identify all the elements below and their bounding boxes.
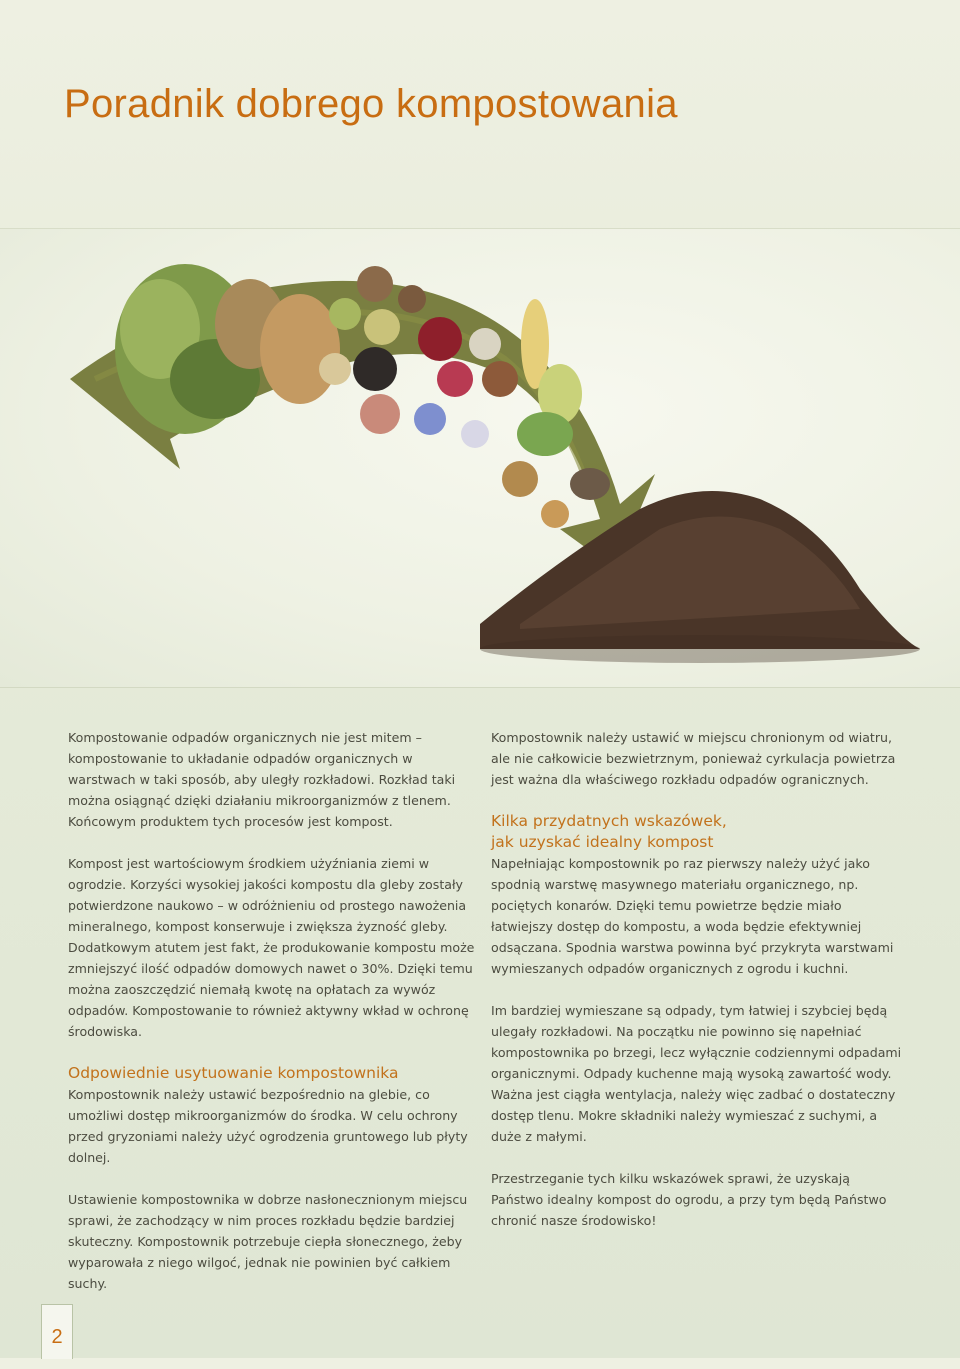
wind-paragraph: Kompostownik należy ustawić w miejscu chronionym od wiatru, ale nie całkowicie bezwietrznym, ponieważ cyrkulacja powietrza jest ważna dla właściwego rozkładu odpadów ogranicznych. [491,730,896,787]
compost-arrow-illustration [0,229,960,687]
compost-value-paragraph: Kompost jest wartościowym środkiem użyźniania ziemi w ogrodzie. Korzyści wysokiej jakości kompostu dla gleby zostały potwierdzone naukowo – w odróżnieniu od prostego nawożenia mineralnego, kompost konserwuje i zwiększa żyzność gleby. Dodatkowym atutem jest fakt, że produkowanie kompostu może zmniejszyć ilość odpadów domowych nawet o 30%. Dzięki temu można zaoszczędzić niemałą kwotę na opłatach za wywóz odpadów. Kompostowanie to również aktywny wkład w ochronę środowiska. [68,856,475,1039]
right-column [491,727,903,1231]
hero-illustration [0,228,960,688]
placement-paragraph: Kompostownik należy ustawić bezpośrednio na glebie, co umożliwi dostęp mikroorganizmów do środka. W celu ochrony przed gryzoniami należy użyć ogrodzenia gruntowego lub płyty dolnej. [68,1087,468,1165]
tips-heading-line2: jak uzyskać idealny kompost [491,833,714,851]
closing-paragraph: Przestrzeganie tych kilku wskazówek sprawi, że uzyskają Państwo idealny kompost do ogrodu, a przy tym będą Państwo chronić nasze środowisko! [491,1171,887,1228]
mixing-tip: Im bardziej wymieszane są odpady, tym łatwiej i szybciej będą ulegały rozkładowi. Na początku nie powinno się napełniać kompostownika po brzegi, lecz wyłącznie codziennymi odpadami organicznymi. Odpady kuchenne mają wysoką zawartość wody. Ważna jest ciągła wentylacja, należy więc zadbać o dostateczny dostęp tlenu. Mokre składniki należy wymieszać z suchymi, a duże z małymi. [491,1003,902,1144]
placement-heading: Odpowiednie usytuowanie kompostownika [68,1064,399,1082]
intro-paragraph: Kompostowanie odpadów organicznych nie jest mitem – kompostowanie to układanie odpadów organicznych w warstwach w taki sposób, aby uległy rozkładowi. Rozkład taki można osiągnąć dzięki działaniu mikroorganizmów z tlenem. Końcowym produktem tych procesów jest kompost. [68,730,456,829]
sunlight-paragraph: Ustawienie kompostownika w dobrze nasłonecznionym miejscu sprawi, że zachodzący w nim proces rozkładu będzie bardziej skuteczny. Kompostownik potrzebuje ciepła słonecznego, żeby wyparowała z niego wilgoć, jednak nie powinien być całkiem suchy. [68,1192,468,1291]
tips-heading-line1: Kilka przydatnych wskazówek, [491,812,727,830]
first-fill-tip: Napełniając kompostownik po raz pierwszy należy użyć jako spodnią warstwę masywnego materiału organicznego, np. pociętych konarów. Dzięki temu powietrze będzie miało łatwiejszy dostęp do kompostu, a woda będzie efektywniej odsączana. Spodnia warstwa powinna być przykryta warstwami wymieszanych odpadów organicznych z ogrodu i kuchni. [491,856,894,976]
left-column [68,727,476,1294]
tips-heading [491,811,903,853]
page-number: 2 [41,1304,73,1359]
page-title: Poradnik dobrego kompostowania [64,82,678,126]
vegetable-waste-icon [502,299,610,528]
